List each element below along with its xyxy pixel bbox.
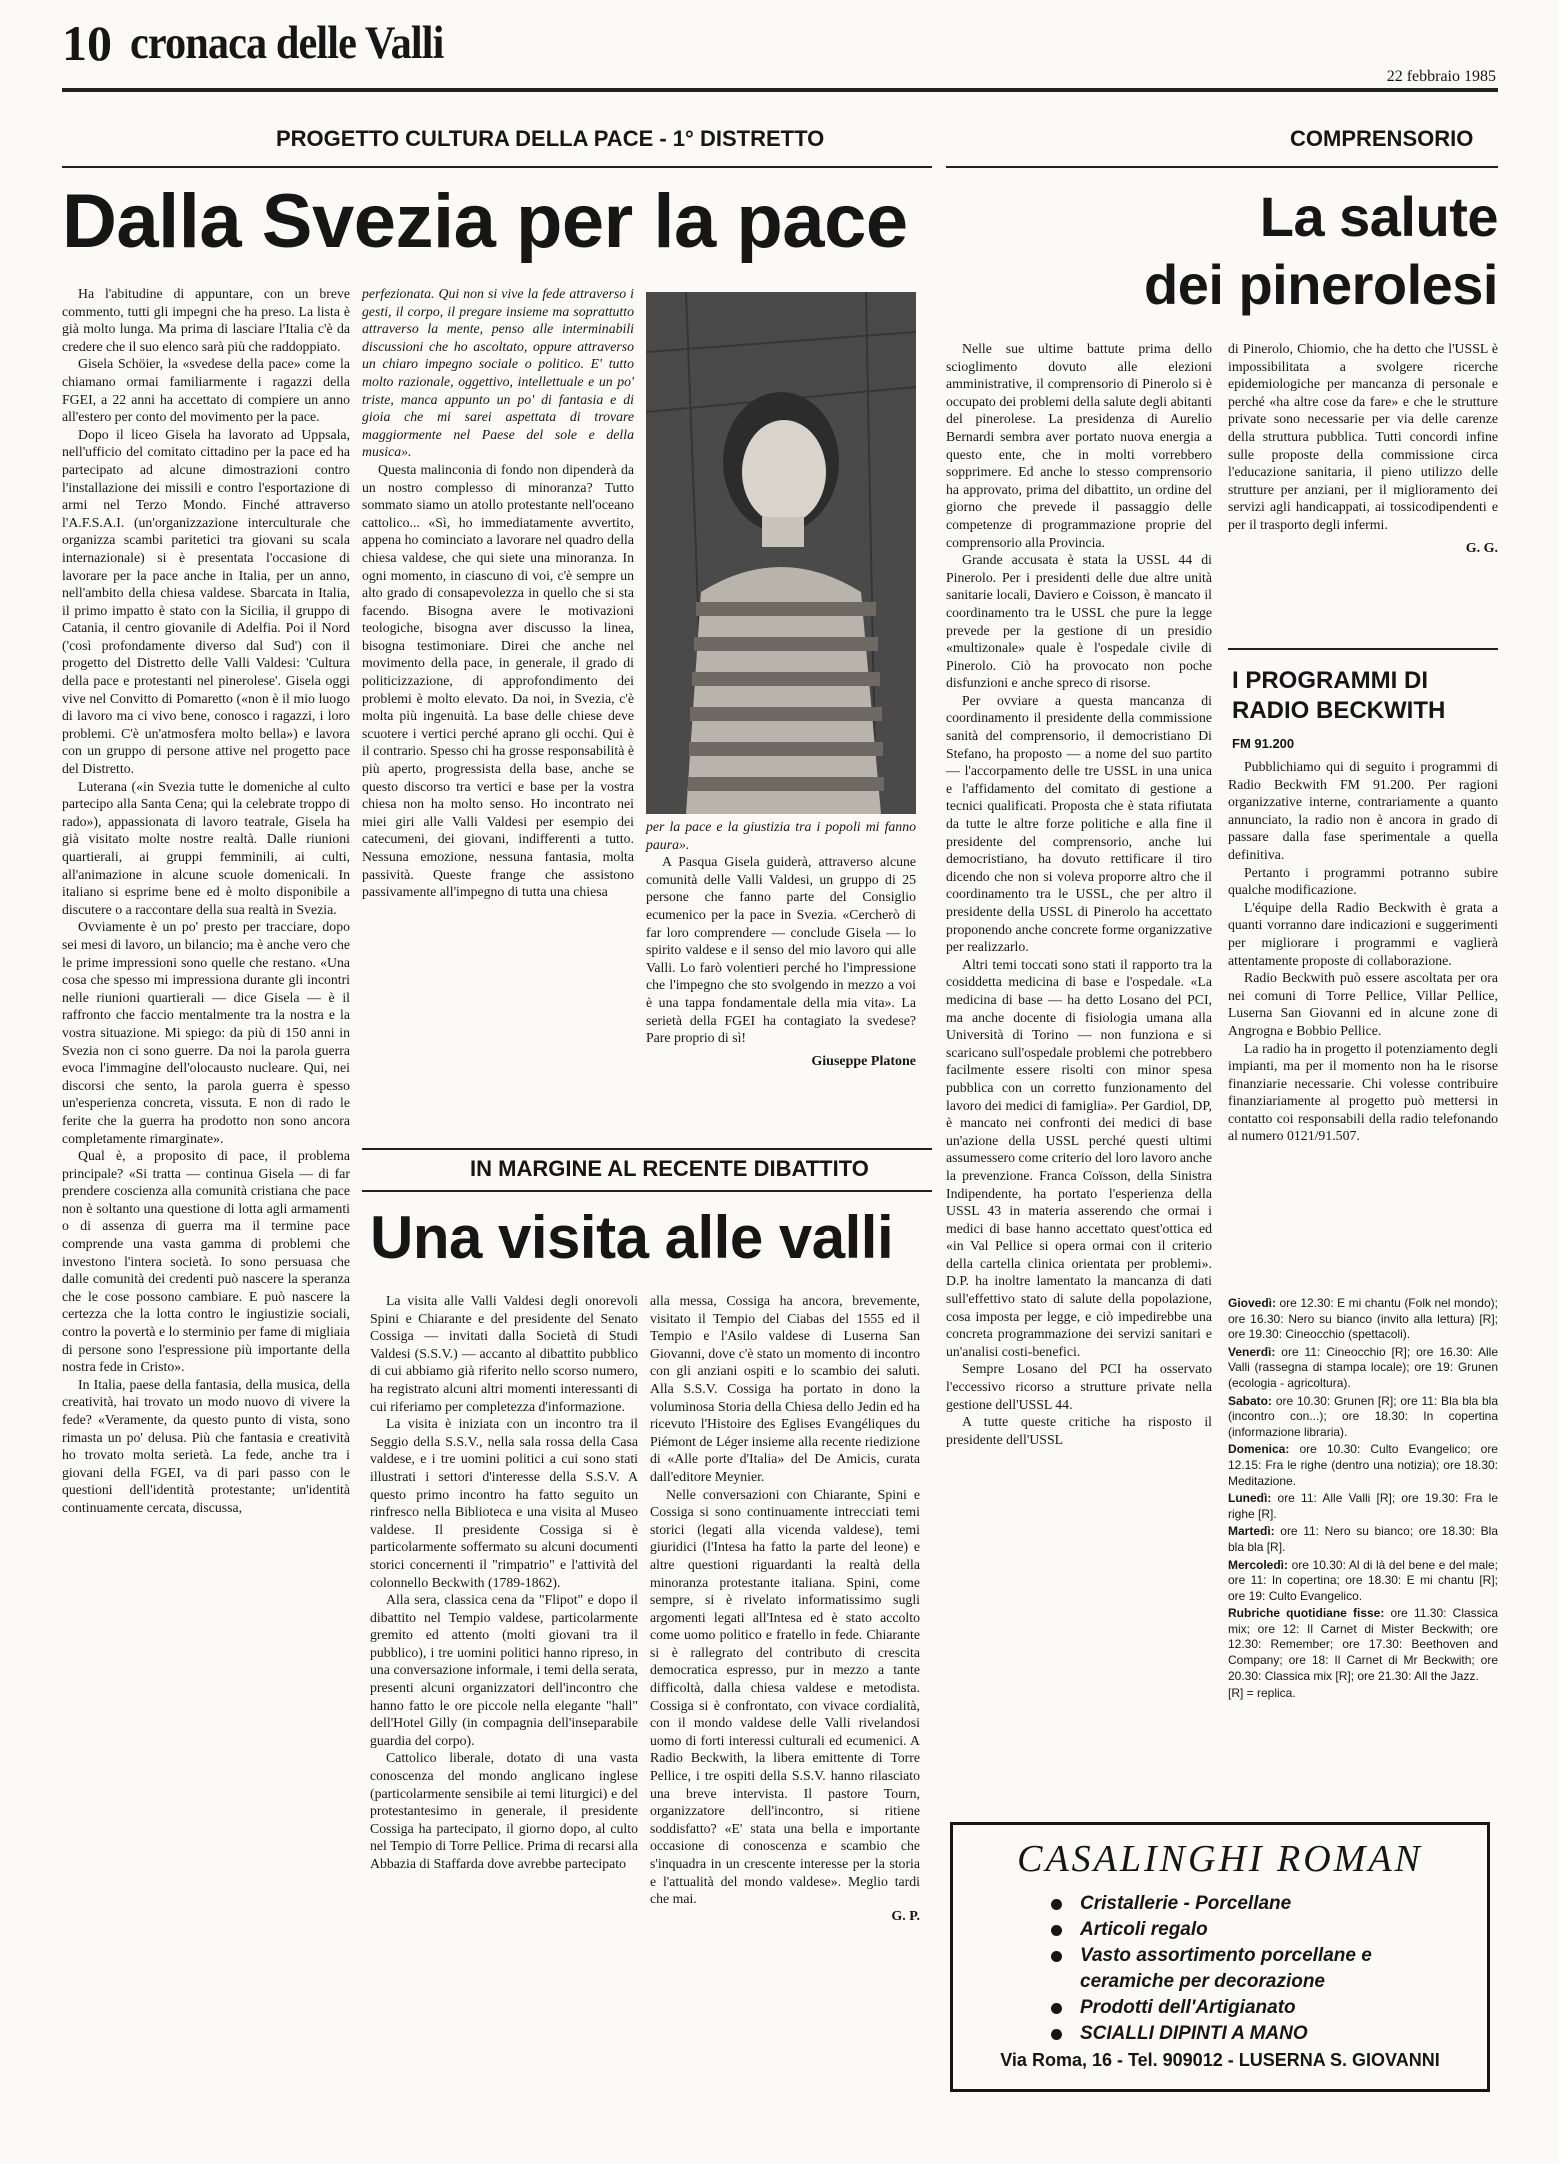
paragraph: Dopo il liceo Gisela ha lavorato ad Uppsala, nell'ufficio del comitato cittadino per la pace ed ha partecipato ad alcune dimostrazioni contro l'installazione dei missili e contro l'esportazione di armi nel Terzo Mondo. Finché attraverso l'A.F.S.A.I. (un'organizzazione interculturale che organizza scambi paritetici tra giovani su scala internazionale) si è presentata l'occasione di lavorare per la pace anche in Italia, per un anno, nell'ambito della chiesa valdese. Sbarcata in Italia, il primo impatto è stato con la Sicilia, il gruppo di Catania, il centro giovanile di Adelfia. Poi il Nord ('così profondamente diverso dal Sud') con il progetto del Distretto delle Valli Valdesi: 'Cultura della pace e protestanti nel pinerolese'. Gisela oggi vive nel Convitto di Pomaretto («non è il mio luogo di lavoro ma ci vivo bene, conosco i ragazzi, i loro problemi. C'è un'atmosfera molto bella») e lavora con un gruppo di persone attive nel progetto pace del Distretto.: [62, 426, 350, 777]
schedule-day: Venerdì:: [1228, 1344, 1276, 1359]
portrait-photo: [646, 292, 916, 814]
ad-item-label: SCIALLI DIPINTI A MANO: [1080, 2023, 1308, 2044]
paragraph: Luterana («in Svezia tutte le domeniche al culto partecipo alla Santa Cena; qui la celebrate troppo di rado»), appassionata di lavoro teatrale, Gisela ha già visitato molte nostre realtà. Dalle riunioni quartierali, ai gruppi femminili, ai culti, all'animazione in alcune scuole domenicali. In italiano si esprime bene ed è molto disponibile a discutere o a raccontare della sua realtà in Svezia.: [62, 778, 350, 917]
paragraph: Per ovviare a questa mancanza di coordinamento il presidente della commissione sanità del comprensorio, il democristiano Di Stefano, ha proposto — a nome del suo partito — l'accorpamento delle tre USSL in una unica e l'affidamento del comitato di gestione a tecnici qualificati. Proposta che è stata rifiutata da tutte le altre forze politiche e alla fine il presidente del comprensorio, anche lui democristiano, ha dovuto rettificare il tiro dicendo che non si voleva proporre altro che il coordinamento tra le USSL, che per altro il presidente della USSL di Pinerolo ha accettato proponendo anche concrete forme organizzative per realizzarlo.: [946, 692, 1212, 955]
schedule-day: Giovedì:: [1228, 1296, 1277, 1310]
paragraph: La radio ha in progetto il potenziamento degli impianti, ma per il momento non ha le risorse finanziarie necessarie. Chi volesse contribuire finanziariamente al progetto può mettersi in contatto coi responsabili della radio telefonando al numero 0121/91.507.: [1228, 1040, 1498, 1144]
ad-item-label: Articoli regalo: [1080, 1919, 1208, 1940]
paragraph: Qual è, a proposito di pace, il problema principale? «Si tratta — continua Gisela — di far prendere coscienza alla comunità cristiana che pace non è soltanto una questione di lotta agli armamenti o di assenza di guerra ma il termine pace comprende una vasta gamma di problemi che investono l'intera società. Io sono persuasa che dalle comunità dei credenti può nascere la speranza che le cose possono cambiare. E può nascere la certezza che la lotta contro le ingiustizie sociali, contro la povertà e lo sterminio per fame di migliaia di persone sono l'espressione più importante della nostra fede in Cristo».: [62, 1148, 350, 1375]
main-article-byline: Giuseppe Platone: [811, 1053, 916, 1069]
paragraph: La visita alle Valli Valdesi degli onorevoli Spini e Chiarante e del presidente del Senato Cossiga — invitati dalla Società di Studi Valdesi (S.S.V.) — accanto al dibattito pubblico di cui abbiamo già riferito nello scorso numero, ha registrato alcuni altri momenti interessanti di cui riferiamo per completezza d'informazione.: [370, 1293, 638, 1414]
schedule-text: ore 11: Nero su bianco; ore 18.30: Bla bla bla [R].: [1228, 1524, 1498, 1554]
main-kicker-rule: [62, 166, 932, 168]
paragraph: Ovviamente è un po' presto per tracciare, dopo sei mesi di lavoro, un bilancio; ma è anche vero che le prime impressioni sono quelle che restano. «Una cosa che spesso mi impressiona durante gli incontri nelle riunioni quartierali — dice Gisela — è il raffronto che faccio mentalmente tra la nostra e la vostra situazione. Mi spiego: da più di 150 anni in Svezia non ci sono guerre. Da noi la parola guerra evoca l'immagine dell'olocausto nucleare. Qui, nei discorsi che sento, la parola guerra è spesso un'esperienza concreta, vissuta. E non di rado le ferite che la guerra ha prodotto non sono ancora completamente rimarginate».: [62, 919, 350, 1146]
schedule-day: Rubriche quotidiane fisse:: [1228, 1606, 1385, 1621]
second-article-kicker: IN MARGINE AL RECENTE DIBATTITO: [470, 1156, 869, 1181]
main-article-col2: [362, 285, 634, 901]
schedule-item: [1228, 1296, 1498, 1343]
paragraph: Ha l'abitudine di appuntare, con un breve commento, tutti gli impegni che ha preso. La lista è già molto lunga. Ma prima di lasciare l'Italia c'è da credere che il suo elenco sarà più che raddoppiato.: [62, 286, 350, 354]
main-article-kicker: PROGETTO CULTURA DELLA PACE - 1° DISTRETTO: [276, 126, 825, 151]
schedule-day: Domenica:: [1228, 1442, 1290, 1457]
schedule-item: [1228, 1558, 1498, 1605]
ad-item: [1051, 1893, 1372, 1915]
paragraph: Cattolico liberale, dotato di una vasta conoscenza del mondo anglicano inglese (particolarmente sensibile ai temi liturgici) e del protestantesimo in generale, il presidente Cossiga ha partecipato, il giorno dopo, al culto nel Tempio di Torre Pellice. Prima di recarsi alla Abbazia di Staffarda dove avrebbe partecipato: [370, 1750, 638, 1871]
paragraph: di Pinerolo, Chiomio, che ha detto che l'USSL è impossibilitata a svolgere ricerche epidemiologiche per mancanza di personale e perché «ha altre cose da fare» e che le strutture private sono necessarie per via delle carenze della struttura pubblica. Tutti concordi infine sulle proposte della commissione circa l'educazione sanitaria, il pieno utilizzo delle strutture per anziani, per il miglioramento dei servizi agli handicappati, ai tossicodipendenti e per il trasporto degli infermi.: [1228, 341, 1498, 532]
ad-item: [1051, 1919, 1372, 1941]
main-article-headline: Dalla Svezia per la pace: [62, 179, 908, 264]
ad-item-label: Prodotti dell'Artigianato: [1080, 1997, 1296, 2018]
second-article-col1: [370, 1292, 638, 1873]
schedule-text: ore 10.30: Al di là del bene e del male; ore 11: In copertina; ore 18.30: E mi chantu [R]; ore 19: Culto Evangelico.: [1228, 1557, 1498, 1603]
second-article-byline: G. P.: [891, 1908, 920, 1924]
schedule-day: Sabato:: [1228, 1393, 1273, 1408]
health-article-col1: [946, 340, 1212, 1448]
health-article-col2: [1228, 340, 1498, 557]
ad-item: [1051, 1945, 1372, 1967]
schedule-text: ore 10.30: Grunen [R]; ore 11: Bla bla bla (incontro con...); ore 18.30: In copertina (informazione libraria).: [1228, 1393, 1499, 1439]
section-title: cronaca delle Valli: [130, 17, 444, 69]
ad-title: CASALINGHI ROMAN: [1017, 1838, 1423, 1880]
schedule-day: Mercoledì:: [1228, 1557, 1289, 1572]
health-article-byline: G. G.: [1465, 540, 1498, 556]
radio-title-line2: RADIO BECKWITH: [1232, 697, 1446, 724]
paragraph: La visita è iniziata con un incontro tra il Seggio della S.S.V., nella sala rossa della Casa valdese, e i tre uomini politici a cui sono stati illustrati i settori d'interesse della S.S.V. A questo primo incontro ha fatto seguito un rinfresco nella Biblioteca e una visita al Museo valdese. Il presidente Cossiga si è particolarmente soffermato su alcuni documenti storici concernenti il "rimpatrio" e l'attività del colonnello Beckwith (1789-1862).: [370, 1416, 638, 1590]
bullet-icon: [1051, 1951, 1062, 1962]
schedule-day: Martedì:: [1228, 1524, 1275, 1539]
page-number: 10: [62, 15, 112, 71]
schedule-item: [1228, 1491, 1498, 1522]
advertisement-box: [950, 1822, 1490, 2092]
schedule-item: [1228, 1394, 1498, 1441]
paragraph: In Italia, paese della fantasia, della musica, della creatività, hai trovato un modo nuovo di vivere la fede? «Veramente, da questo punto di vista, sono rimasta un po' delusa. Più che fantasia e creatività ho trovato molta serietà. La fede, anche tra i giovani della FGEI, va di pari passo con le questioni dell'identità protestante; un'identità continuamente cercata, discussa,: [62, 1376, 350, 1515]
radio-frequency: FM 91.200: [1232, 736, 1295, 751]
paragraph: Alla sera, classica cena da "Flipot" e dopo il dibattito nel Tempio valdese, particolarmente gremito ed attento (molti giovani tra il pubblico), i tre uomini politici hanno ripreso, in una conversazione informale, i temi della serata, presenti alcuni organizzatori dell'incontro che hanno fatto le ore piccole nella elegante "hall" dell'Hotel Gilly (in compagnia dell'inseparabile guardia del corpo).: [370, 1592, 638, 1748]
bullet-icon: [1051, 1899, 1062, 1910]
second-article-headline: Una visita alle valli: [370, 1204, 894, 1271]
issue-date: 22 febbraio 1985: [1386, 68, 1496, 85]
schedule-item: [1228, 1442, 1498, 1489]
paragraph: L'équipe della Radio Beckwith è grata a quanti vorranno dare indicazioni e suggerimenti per migliorare i programmi e vaglierà attentamente proposte di collaborazione.: [1228, 899, 1498, 968]
health-headline-line1: La salute: [1259, 185, 1498, 248]
paragraph: Nelle conversazioni con Chiarante, Spini e Cossiga si sono continuamente intrecciati temi storici (legati alla vicenda valdese), temi giuridici (l'Intesa ha fatto la parte del leone) e altre questioni riguardanti la realtà della minoranza protestante italiana. Spini, come sempre, si è rivelato informatissimo sugli argomenti legati all'Intesa ed è stato accolto come uomo politico e fratello in fede. Chiarante si è rallegrato del contributo di crescita democratica espresso, pur in mezzo a tante difficoltà, dalla chiesa valdese e metodista. Cossiga si è confrontato, con vivace cordialità, con il mondo valdese delle Valli rivelandosi uomo di forti interessi culturali ed ecumenici. A Radio Beckwith, la libera emittente di Torre Pellice, i tre ospiti della S.S.V. hanno rilasciato una breve intervista. Il pastore Tourn, organizzatore dell'incontro, si ritiene soddisfatto? «E' stata una bella e importante occasione di conoscenza e scambio che s'inquadra in un crescente interesse per la storia e l'attualità del mondo valdese». Meglio tardi che mai.: [650, 1486, 920, 1907]
radio-title-line1: I PROGRAMMI DI: [1232, 667, 1428, 694]
portrait-photo-graphic: [646, 292, 916, 814]
second-article-top-rule: [362, 1148, 932, 1150]
schedule-text: ore 12.30: E mi chantu (Folk nel mondo); ore 16.30: Nero su bianco (invito alla lettura) [R]; ore 19.30: Cineocchio (spettacoli).: [1228, 1296, 1498, 1342]
radio-schedule: [1228, 1296, 1498, 1704]
schedule-item: [1228, 1524, 1498, 1555]
comprensorio-rule: [946, 166, 1498, 168]
schedule-item: [1228, 1606, 1498, 1684]
schedule-text: ore 11: Alle Valli [R]; ore 19.30: Fra le righe [R].: [1228, 1491, 1498, 1521]
paragraph: A tutte queste critiche ha risposto il presidente dell'USSL: [946, 1414, 1212, 1447]
paragraph: Pertanto i programmi potranno subire qualche modificazione.: [1228, 864, 1498, 898]
paragraph: Radio Beckwith può essere ascoltata per ora nei comuni di Torre Pellice, Villar Pellice, Luserna San Giovanni ed in alcune zone di Angrogna e Bobbio Pellice.: [1228, 970, 1498, 1038]
radio-body: [1228, 758, 1498, 1145]
paragraph: per la pace e la giustizia tra i popoli mi fanno paura».: [646, 819, 916, 852]
health-headline-line2: dei pinerolesi: [1144, 253, 1498, 316]
main-article-col3: [646, 818, 916, 1070]
second-kicker-rule: [362, 1190, 932, 1192]
ad-item: [1051, 1971, 1372, 1993]
masthead-rule: [62, 88, 1498, 92]
main-article-col1: [62, 285, 350, 1517]
paragraph: Questa malinconia di fondo non dipenderà da un nostro complesso di minoranza? Tutto sommato siamo un atollo protestante nell'oceano cattolico... «Sì, ho immediatamente avvertito, appena ho cominciato a lavorare nel quadro della chiesa valdese, che qui siete una minoranza. In ogni momento, in ciascuno di voi, c'è sempre un alto grado di consapevolezza in quello che si sta facendo. Bisogna avere le motivazioni teologiche, bisogna aver discusso la linea, bisogna testimoniare. Direi che anche nel movimento della pace, in generale, il grado di politicizzazione, di approfondimento dei problemi è molto elevato. Da noi, in Svezia, c'è molta più ingenuità. La base delle chiese deve scuotere i vertici perché aprano gli occhi. Qui è il contrario. Spesso chi ha grosse responsabilità è più aperto, progressista della base, anche se questo discorso tra vertici e base per la vostra chiesa non ha molto senso. Ho incontrato nei miei giri alle Valli Valdesi per esempio dei catecumeni, dei giovani, indifferenti a tutto. Nessuna emozione, nessuna fantasia, molta passività. Queste frange che assistono passivamente all'impegno di tutta una chiesa: [362, 461, 634, 900]
paragraph: Sempre Losano del PCI ha osservato l'eccessivo ricorso a strutture private nella gestione dell'USSL 44.: [946, 1361, 1212, 1412]
ad-item: [1051, 1997, 1372, 2019]
paragraph: Nelle sue ultime battute prima dello scioglimento dovuto alle elezioni amministrative, il comprensorio di Pinerolo si è occupato dei problemi della salute degli abitanti del pinerolese. La presidenza di Aurelio Bernardi sembra aver portato nuova energia a questo ente, che in molti vorrebbero sopprimere. Ed anche lo stesso comprensorio ha approvato, prima del dibattito, un ordine del giorno che prevede il passaggio delle competenze di programmazione proprie del comprensorio alla Provincia.: [946, 341, 1212, 550]
ad-item-label: Cristallerie - Porcellane: [1080, 1893, 1292, 1914]
bullet-icon: [1051, 2003, 1062, 2014]
schedule-item: [1228, 1345, 1498, 1392]
paragraph: Grande accusata è stata la USSL 44 di Pinerolo. Per i presidenti delle due altre unità sanitarie locali, Daviero e Coisson, è mancato il coordinamento tra le USSL che pure la legge prevede per la gestione di un presidio «multizonale» quale è l'ospedale civile di Pinerolo. Ciò ha provocato non poche disfunzioni e anche spreco di risorse.: [946, 552, 1212, 691]
replica-note: [R] = replica.: [1228, 1686, 1296, 1701]
paragraph: A Pasqua Gisela guiderà, attraverso alcune comunità delle Valli Valdesi, un gruppo di 25 persone che fanno parte del Consiglio ecumenico per la pace in Svezia. «Cercherò di far loro comprendere — conclude Gisela — lo spirito valdese e il senso del mio lavoro qui alle Valli. Lo farò volentieri perché ho l'impressione che l'impegno che sto svolgendo in mezzo a voi è una tappa fondamentale della mia vita». La serietà della FGEI ha contagiato la svedese? Pare proprio di sì!: [646, 854, 916, 1046]
paragraph: Pubblichiamo qui di seguito i programmi di Radio Beckwith FM 91.200. Per ragioni organizzative interne, contrariamente a quanto annunciato, la radio non è ancora in grado di passare dalla fase sperimentale a quella definitiva.: [1228, 759, 1498, 862]
schedule-text: ore 11.30: Classica mix; ore 12: Il Carnet di Mister Beckwith; ore 12.30: Remember; ore 17.30: Beethoven and Company; ore 18: Il Carnet di Mr Beckwith; ore 20.30: Classica mix [R]; ore 21.30: All the Jazz.: [1228, 1606, 1498, 1683]
radio-top-rule: [1228, 648, 1498, 650]
bullet-icon: [1051, 1925, 1062, 1936]
schedule-text: ore 10.30: Culto Evangelico; ore 12.15: Fra le righe (dentro una notizia); ore 18.30: Meditazione.: [1228, 1442, 1498, 1488]
ad-item: [1051, 2023, 1372, 2045]
ad-footer: Via Roma, 16 - Tel. 909012 - LUSERNA S. GIOVANNI: [1000, 2050, 1440, 2070]
paragraph: perfezionata. Qui non si vive la fede attraverso i gesti, il corpo, il pregare insieme ma soprattutto attraverso la mente, penso alle interminabili discussioni che ho ascoltato, oppure attraverso un chiaro impegno sociale o politico. E' tutto molto razionale, oggettivo, intellettuale e un po' triste, manca appunto un po' di fantasia e di gioia che mi sarei aspettata di trovare maggiormente nel Paese del sole e della musica».: [362, 286, 634, 460]
schedule-day: Lunedì:: [1228, 1491, 1272, 1506]
bullet-icon: [1051, 2029, 1062, 2040]
ad-items: [1051, 1893, 1372, 2049]
paragraph: Altri temi toccati sono stati il rapporto tra la cosiddetta medicina di base e l'ospedale. «La medicina di base — ha detto Losano del PCI, ma anche docente di fisiologia umana alla Università di Torino — non funziona e si scaricano sull'ospedale problemi che potrebbero facilmente essere risolti con minor spesa pubblica con un corretto funzionamento del lavoro dei medici di famiglia». Per Gardiol, DP, è mancato nei confronti dei medici di base un'azione della USSL perché questi ultimi assumessero come criterio del loro lavoro anche la prevenzione. Franca Coïsson, della Sinistra Indipendente, ha portato l'esperienza della USSL 43 in materia asserendo che ormai i medici di base hanno accettato quest'ottica ed «in Val Pellice si opera ormai con il criterio della cartella clinica orientata per problemi». D.P. ha inoltre lamentato la mancanza di dati sull'effettivo stato di salute della popolazione, cosa imposta per legge, e ciò impedirebbe una concreta programmazione dei servizi sanitari e un'analisi costi-benefici.: [946, 956, 1212, 1359]
ad-item-label: Vasto assortimento porcellane e: [1080, 1945, 1372, 1966]
schedule-text: ore 11: Cineocchio [R]; ore 16.30: Alle Valli (rassegna di stampa locale); ore 19: Grunen (ecologia - agricoltura).: [1228, 1344, 1498, 1390]
comprensorio-label: COMPRENSORIO: [1290, 126, 1474, 151]
second-article-col2: [650, 1292, 920, 1925]
paragraph: alla messa, Cossiga ha ancora, brevemente, visitato il Tempio del Ciabas del 1555 ed il Tempio e l'Asilo valdese di Luserna San Giovanni, dove c'è stato un momento di incontro con gli anziani ospiti e lo scambio dei saluti. Alla S.S.V. Cossiga ha portato in dono la voluminosa Storia della Chiesa dello Jedin ed ha ricevuto l'Histoire des Eglises Evangéliques du Piémont de Léger insieme alla recente riedizione di «Alle porte d'Italia» del De Amicis, curata dall'editore Meynier.: [650, 1293, 920, 1484]
ad-item-label: ceramiche per decorazione: [1080, 1971, 1325, 1992]
paragraph: Gisela Schöier, la «svedese della pace» come la chiamano ormai familiarmente i ragazzi della FGEI, a 22 anni ha accettato di compiere un anno all'estero per conto del movimento per la pace.: [62, 356, 350, 425]
